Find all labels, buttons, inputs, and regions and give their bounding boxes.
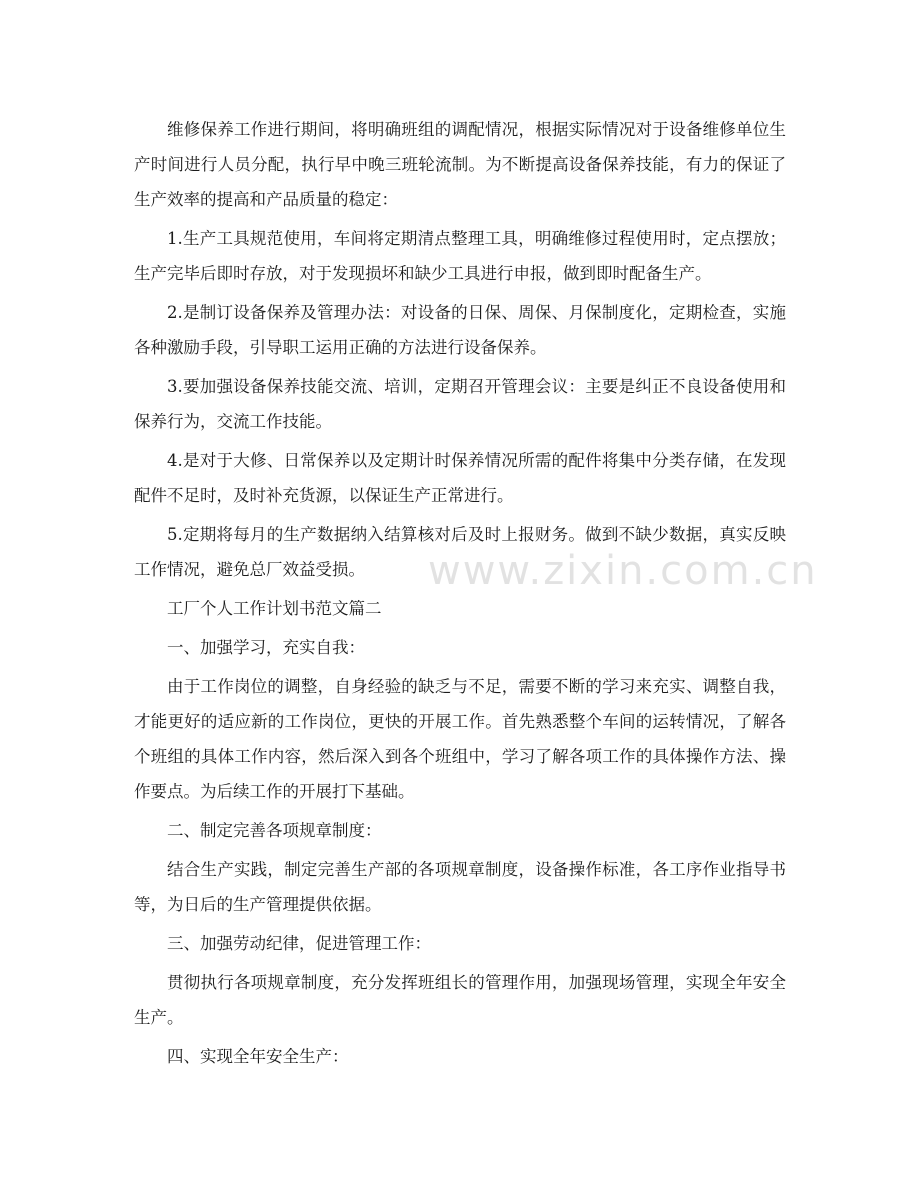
section-heading: 一、加强学习，充实自我： (167, 638, 365, 657)
section-heading: 三、加强劳动纪律，促进管理工作： (167, 934, 431, 953)
paragraph: 维修保养工作进行期间，将明确班组的调配情况，根据实际情况对于设备维修单位生产时间进行人员分配，执行早中晚三班轮流制。为不断提高设备保养技能，有力的保证了生产效率的提高和产品质量的稳定： (134, 120, 786, 209)
paragraph: 贯彻执行各项规章制度，充分发挥班组长的管理作用，加强现场管理，实现全年安全生产。 (134, 973, 786, 1027)
section-heading: 四、实现全年安全生产： (167, 1047, 349, 1066)
section-heading: 二、制定完善各项规章制度： (167, 821, 382, 840)
list-item: 3.要加强设备保养技能交流、培训，定期召开管理会议：主要是纠正不良设备使用和保养行为，交流工作技能。 (134, 377, 786, 431)
document-body (134, 112, 786, 1078)
list-item: 5.定期将每月的生产数据纳入结算核对后及时上报财务。做到不缺少数据，真实反映工作情况，避免总厂效益受损。 (134, 525, 786, 579)
list-item: 1.生产工具规范使用，车间将定期清点整理工具，明确维修过程使用时，定点摆放；生产完毕后即时存放，对于发现损坏和缺少工具进行申报，做到即时配备生产。 (134, 229, 786, 283)
list-item: 2.是制订设备保养及管理办法：对设备的日保、周保、月保制度化，定期检查，实施各种激励手段，引导职工运用正确的方法进行设备保养。 (134, 303, 786, 357)
section-title: 工厂个人工作计划书范文篇二 (167, 599, 382, 618)
paragraph: 由于工作岗位的调整，自身经验的缺乏与不足，需要不断的学习来充实、调整自我，才能更好的适应新的工作岗位，更快的开展工作。首先熟悉整个车间的运转情况，了解各个班组的具体工作内容，然后深入到各个班组中，学习了解各项工作的具体操作方法、操作要点。为后续工作的开展打下基础。 (134, 677, 786, 801)
list-item: 4.是对于大修、日常保养以及定期计时保养情况所需的配件将集中分类存储，在发现配件不足时，及时补充货源，以保证生产正常进行。 (134, 451, 786, 505)
paragraph: 结合生产实践，制定完善生产部的各项规章制度，设备操作标准，各工序作业指导书等，为日后的生产管理提供依据。 (134, 860, 786, 914)
watermark: www.zixin.com.cn (428, 548, 818, 594)
